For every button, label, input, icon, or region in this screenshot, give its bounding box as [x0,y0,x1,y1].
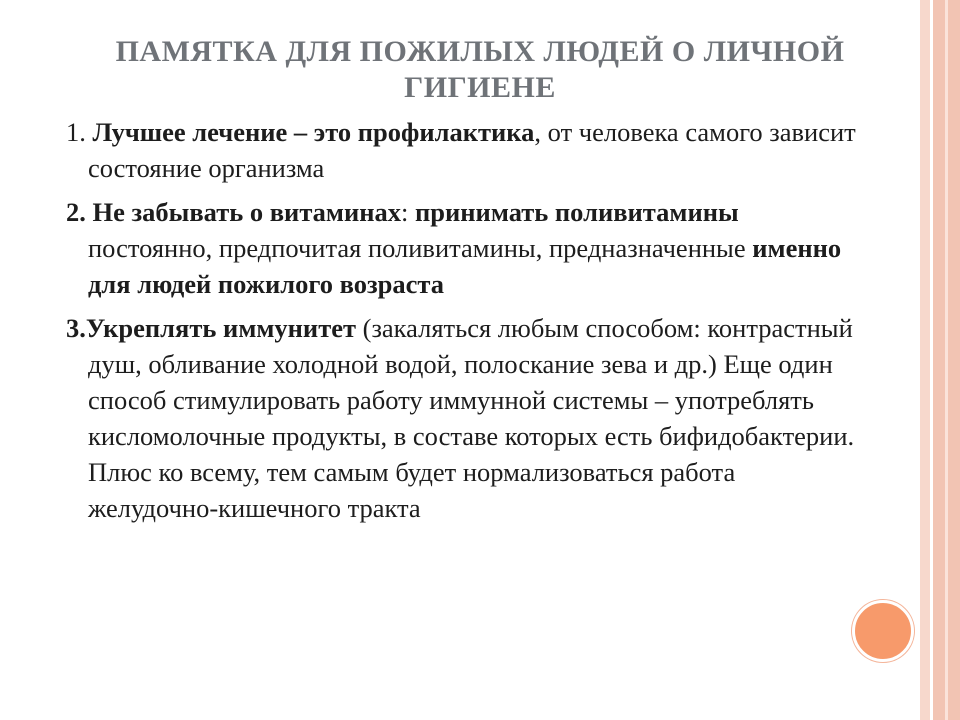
item-text: , от человека самого зависит состояние организма [88,117,856,183]
item-number: 2. [66,197,93,227]
list-item-2 [66,194,856,302]
item-bold-lead: Укреплять иммунитет [85,313,356,343]
accent-circle [852,600,914,662]
item-bold-mid: принимать поливитамины [415,197,739,227]
decorative-stripe [920,0,930,720]
slide-body [66,114,856,526]
list-item-3 [66,310,856,526]
item-bold-tail: именно для людей пожилого возраста [88,233,842,299]
item-bold-lead: Лучшее лечение – это профилактика [92,117,535,147]
item-number: 3. [66,313,86,343]
list-item-1 [66,114,856,186]
item-number: 1. [66,117,93,147]
item-bold-lead: Не забывать о витаминах [92,197,402,227]
item-text: (закаляться любым способом: контрастный душ, обливание холодной водой, полоскание зева и др.) Еще один способ стимулировать работу иммунной системы – употреблять кисломолочные продукты, в составе которых есть бифидобактерии. Плюс ко всему, тем самым будет нормализоваться работа желудочно-кишечного тракта [88,313,855,523]
decorative-stripe [945,0,948,720]
item-text: постоянно, предпочитая поливитамины, предназначенные [88,233,753,263]
item-text: : [401,197,416,227]
slide-title: ПАМЯТКА ДЛЯ ПОЖИЛЫХ ЛЮДЕЙ О ЛИЧНОЙ ГИГИЕНЕ [115,35,845,104]
